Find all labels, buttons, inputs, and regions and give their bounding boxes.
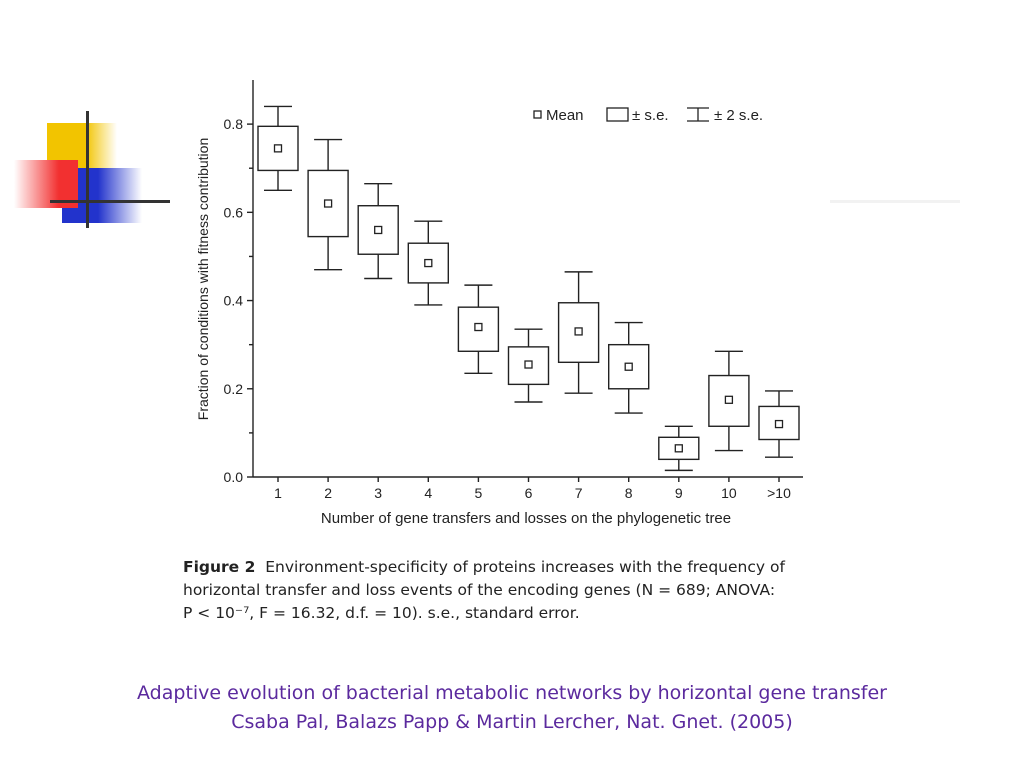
mean-marker — [776, 421, 783, 428]
legend-se2-marker — [687, 108, 709, 121]
se-box — [509, 347, 549, 384]
y-tick-label: 0.2 — [223, 380, 243, 397]
y-axis-label: Fraction of conditions with fitness contribution — [195, 137, 211, 421]
chart-axes — [224, 80, 803, 501]
mean-marker — [425, 260, 432, 267]
mean-marker — [325, 200, 332, 207]
box-group-7 — [559, 272, 599, 393]
mean-marker — [475, 324, 482, 331]
y-tick-label: 0.8 — [223, 116, 243, 133]
mean-marker — [725, 396, 732, 403]
x-tick-label: 9 — [674, 485, 683, 501]
figure-caption — [183, 556, 823, 625]
mean-marker — [675, 445, 682, 452]
box-group-6 — [509, 329, 549, 402]
x-tick-label: 7 — [574, 485, 583, 501]
x-tick-label: 4 — [424, 485, 433, 501]
legend — [534, 107, 763, 124]
caption-text-1: Environment-specificity of proteins increases with the frequency of — [265, 558, 785, 576]
mean-marker — [525, 361, 532, 368]
se-box — [458, 307, 498, 351]
se-box — [759, 406, 799, 439]
se-box — [258, 126, 298, 170]
x-tick-label: 1 — [274, 485, 282, 501]
box-group-5 — [458, 285, 498, 373]
box-group-9 — [659, 426, 699, 470]
caption-figure-label: Figure 2 — [183, 558, 256, 576]
x-tick-label: >10 — [767, 485, 791, 501]
x-tick-label: 5 — [474, 485, 483, 501]
credit-authors: Csaba Pal, Balazs Papp & Martin Lercher, Nat. Gnet. (2005) — [231, 711, 793, 733]
se-box — [709, 376, 749, 427]
caption-line-3: P < 10⁻⁷, F = 16.32, d.f. = 10). s.e., standard error. — [183, 604, 580, 622]
mean-marker — [375, 226, 382, 233]
x-tick-label: 6 — [524, 485, 533, 501]
legend-se-label: ± s.e. — [632, 107, 669, 124]
se-box — [308, 170, 348, 236]
mean-marker — [575, 328, 582, 335]
legend-se-marker — [607, 108, 628, 121]
legend-se2-label: ± 2 s.e. — [714, 107, 764, 124]
box-group-4 — [408, 221, 448, 305]
box-group-3 — [358, 184, 398, 279]
box-group-gt10 — [759, 391, 799, 457]
se-box — [609, 345, 649, 389]
chart-boxes — [258, 106, 799, 470]
caption-line-1 — [183, 556, 823, 579]
x-axis-label: Number of gene transfers and losses on the phylogenetic tree — [320, 510, 732, 527]
x-tick-label: 10 — [721, 485, 737, 501]
se-box — [659, 437, 699, 459]
x-tick-label: 8 — [624, 485, 633, 501]
y-tick-label: 0.6 — [223, 204, 243, 221]
se-box — [408, 243, 448, 283]
legend-mean-label: Mean — [546, 107, 584, 124]
x-tick-label: 2 — [324, 485, 332, 501]
box-group-2 — [308, 140, 348, 270]
box-group-1 — [258, 106, 298, 190]
caption-line-2: horizontal transfer and loss events of the encoding genes (N = 689; ANOVA: — [183, 581, 776, 599]
mean-marker — [625, 363, 632, 370]
se-box — [358, 206, 398, 255]
se-box — [559, 303, 599, 363]
box-group-8 — [609, 323, 649, 413]
mean-marker — [275, 145, 282, 152]
box-group-10 — [709, 351, 749, 450]
y-tick-label: 0.0 — [223, 469, 243, 485]
legend-mean-marker — [534, 111, 541, 118]
y-tick-label: 0.4 — [223, 292, 243, 309]
credit-title: Adaptive evolution of bacterial metabolic networks by horizontal gene transfer — [137, 682, 887, 704]
x-tick-label: 3 — [374, 485, 383, 501]
